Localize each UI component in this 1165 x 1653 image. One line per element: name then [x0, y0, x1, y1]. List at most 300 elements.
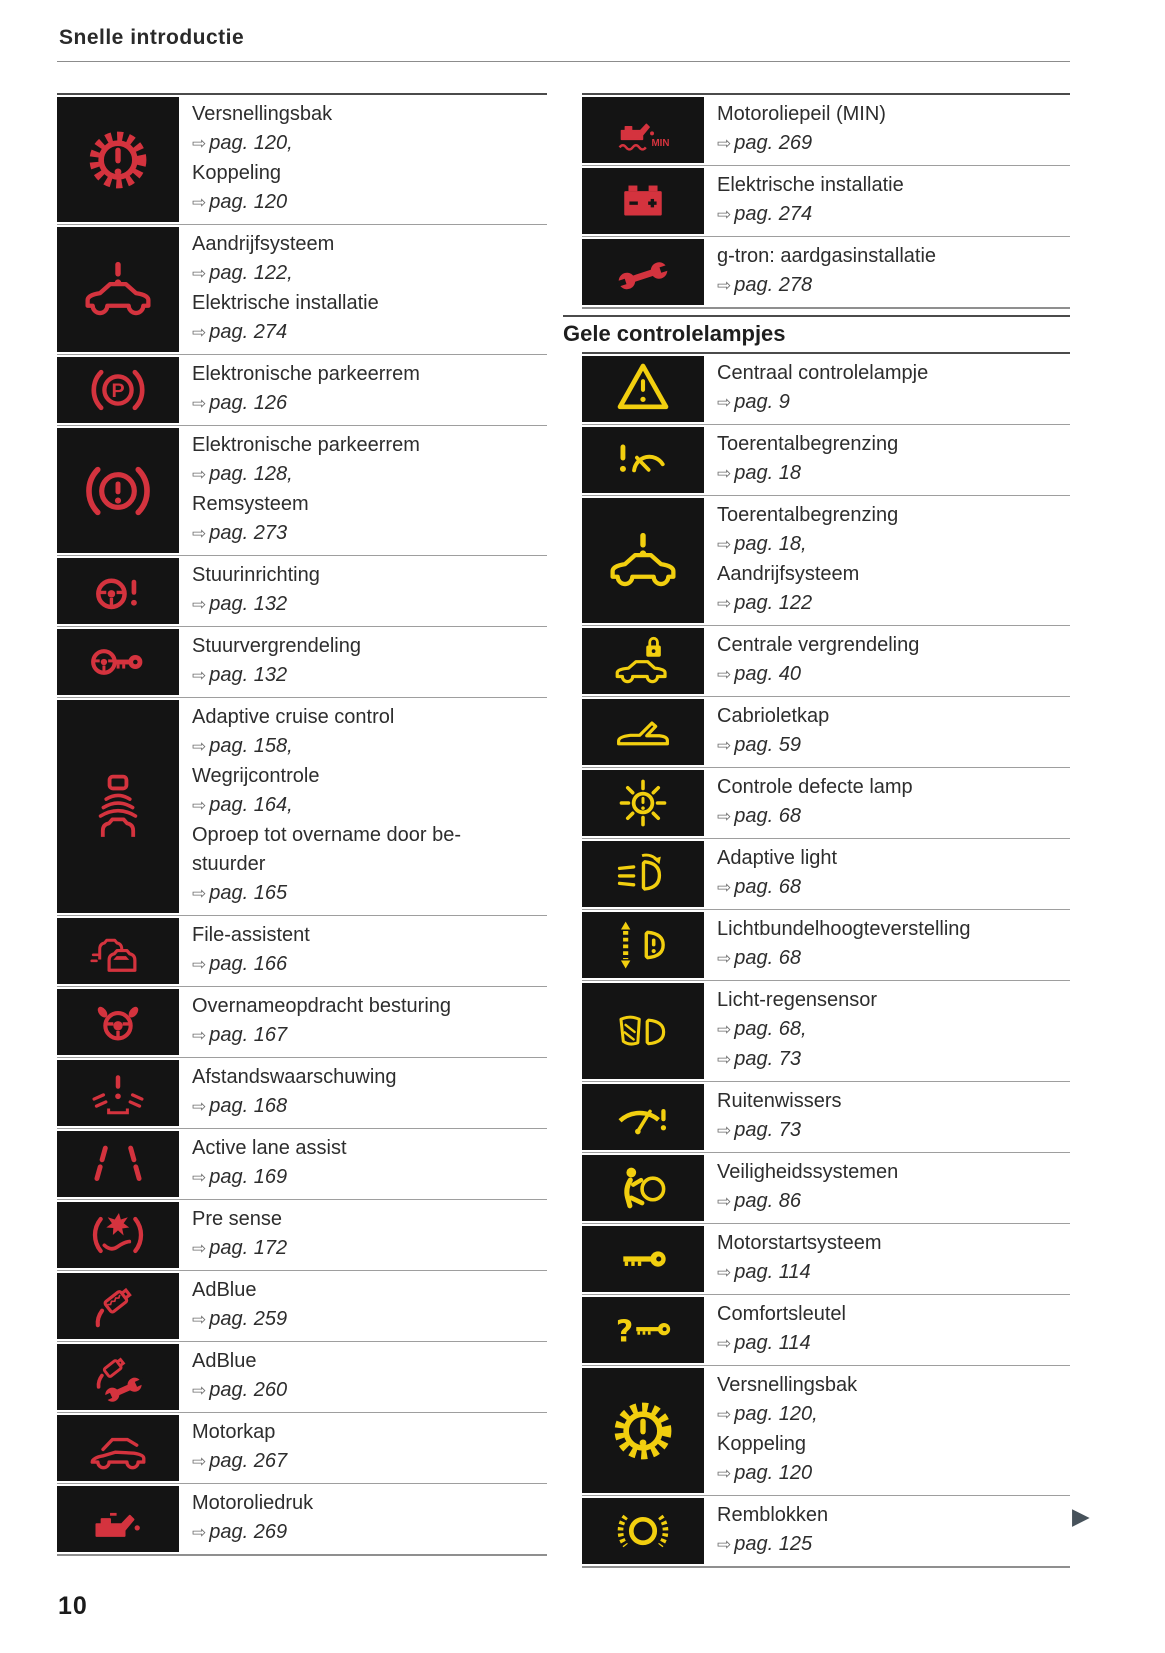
page-ref-text: pag. 86 [734, 1190, 801, 1212]
page-reference [192, 519, 541, 549]
warning-lamp-row [582, 1366, 1070, 1496]
page-ref-text: pag. 122 [734, 592, 813, 614]
lamp-name: Versnellingsbak [717, 1374, 858, 1396]
page-ref-text: pag. 259 [209, 1308, 288, 1330]
lamp-text-cell [179, 95, 547, 224]
lamp-text-cell [179, 1484, 547, 1554]
ref-arrow-icon: ⇨ [192, 1310, 207, 1330]
ref-arrow-icon: ⇨ [192, 666, 207, 686]
oil-level-min-icon [613, 100, 673, 160]
lamp-name: Afstandswaarschuwing [192, 1066, 397, 1088]
warning-lamp-row [582, 425, 1070, 496]
page-ref-text: pag. 172 [209, 1237, 288, 1259]
lamp-name: Cabrioletkap [717, 705, 830, 727]
ref-arrow-icon: ⇨ [192, 1097, 207, 1117]
ref-arrow-icon: ⇨ [192, 264, 207, 284]
lamp-name: Toerentalbegrenzing [717, 433, 899, 455]
ref-arrow-icon: ⇨ [717, 535, 732, 555]
headlight-range-icon [613, 915, 673, 975]
gear-exclamation-icon [607, 1395, 679, 1467]
warning-lamp-row [57, 916, 547, 987]
parking-brake-icon [88, 360, 148, 420]
page-reference [717, 271, 1064, 301]
lamp-name: Koppeling [717, 1433, 806, 1455]
lamp-name: Pre sense [192, 1208, 283, 1230]
lamp-text-cell [704, 839, 1070, 909]
lamp-text-cell [704, 1295, 1070, 1365]
page-ref-text: pag. 18 [734, 462, 801, 484]
adblue-service-icon [88, 1347, 148, 1407]
svg-text:?: ? [615, 1314, 634, 1350]
warning-lamp-row [582, 910, 1070, 981]
ref-arrow-icon: ⇨ [717, 134, 732, 154]
next-page-arrow-icon: ▶ [1072, 1504, 1090, 1530]
lamp-name: Controle defecte lamp [717, 776, 913, 798]
lamp-icon-cell [582, 427, 704, 493]
lamp-name: AdBlue [192, 1350, 257, 1372]
lamp-text-cell [704, 166, 1070, 236]
warning-lamp-row [582, 1082, 1070, 1153]
warning-lamp-row [57, 556, 547, 627]
ref-arrow-icon: ⇨ [192, 1239, 207, 1259]
lamp-name: Adaptive cruise control [192, 706, 395, 728]
ref-arrow-icon: ⇨ [717, 736, 732, 756]
lamp-text-cell [704, 354, 1070, 424]
lamp-name: Koppeling [192, 162, 281, 184]
page-reference [192, 1518, 541, 1548]
lamp-text-cell [179, 1342, 547, 1412]
lamp-icon-cell [582, 97, 704, 163]
lamp-text-cell [704, 981, 1070, 1081]
warning-lamp-row [57, 355, 547, 426]
lamp-name: Stuurinrichting [192, 564, 320, 586]
lamp-text-cell [704, 910, 1070, 980]
page-ref-text: pag. 114 [734, 1332, 811, 1354]
page-reference [717, 459, 1064, 489]
comfort-key-icon [613, 1300, 673, 1360]
lamp-name: g-tron: aardgasinstallatie [717, 245, 937, 267]
ref-arrow-icon: ⇨ [192, 1026, 207, 1046]
lamp-icon-cell [582, 770, 704, 836]
lamp-icon-cell [57, 989, 179, 1055]
ref-arrow-icon: ⇨ [192, 1381, 207, 1401]
lamp-icon-cell [57, 629, 179, 695]
page-ref-text: pag. 273 [209, 522, 288, 544]
page-ref-text: pag. 120, [209, 132, 293, 154]
warning-lamp-row [582, 354, 1070, 425]
page-ref-text: pag. 120 [209, 191, 288, 213]
page-ref-text: pag. 73 [734, 1119, 801, 1141]
warning-lamp-row [582, 768, 1070, 839]
page-ref-text: pag. 68 [734, 876, 801, 898]
ref-arrow-icon: ⇨ [717, 594, 732, 614]
steering-takeover-icon [88, 992, 148, 1052]
ref-arrow-icon: ⇨ [717, 393, 732, 413]
ref-arrow-icon: ⇨ [717, 276, 732, 296]
page-ref-text: pag. 169 [209, 1166, 288, 1188]
lamp-icon-cell [582, 699, 704, 765]
lamp-text-cell [704, 496, 1070, 625]
adblue-icon [88, 1276, 148, 1336]
page-reference [192, 1447, 541, 1477]
lamp-icon-cell [57, 918, 179, 984]
traffic-jam-assist-icon [88, 921, 148, 981]
lamp-name: Comfortsleutel [717, 1303, 846, 1325]
page-ref-text: pag. 274 [209, 321, 288, 343]
page-reference [717, 1258, 1064, 1288]
lamp-icon-cell [57, 700, 179, 913]
red-warning-lamps-table-right [582, 93, 1070, 309]
central-locking-icon [613, 631, 673, 691]
page-ref-text: pag. 165 [209, 882, 288, 904]
page-ref-text: pag. 166 [209, 953, 288, 975]
lamp-name: Ruitenwissers [717, 1090, 842, 1112]
warning-lamp-row [57, 987, 547, 1058]
lamp-name: Elektronische parkeerrem [192, 434, 420, 456]
lamp-name: Wegrijcontrole [192, 765, 320, 787]
lamp-name: stuurder [192, 853, 266, 875]
lamp-icon-cell [582, 1226, 704, 1292]
page-reference [192, 1305, 541, 1335]
warning-lamp-row [57, 1271, 547, 1342]
car-exclamation-icon [82, 254, 154, 326]
lamp-text-cell [179, 698, 547, 915]
svg-text:P: P [111, 380, 125, 403]
lamp-name: Veiligheidssystemen [717, 1161, 899, 1183]
ref-arrow-icon: ⇨ [717, 1192, 732, 1212]
warning-lamp-row [57, 1342, 547, 1413]
page-reference [717, 1045, 1064, 1075]
key-icon [613, 1229, 673, 1289]
lamp-text-cell [704, 1082, 1070, 1152]
lamp-name: Motoroliepeil (MIN) [717, 103, 886, 125]
page-reference [717, 388, 1064, 418]
ref-arrow-icon: ⇨ [717, 205, 732, 225]
wiper-icon [613, 1087, 673, 1147]
lamp-icon-cell [57, 1273, 179, 1339]
page-ref-text: pag. 164, [209, 794, 293, 816]
lamp-name: Versnellingsbak [192, 103, 333, 125]
ref-arrow-icon: ⇨ [717, 1263, 732, 1283]
gear-exclamation-icon [82, 124, 154, 196]
lamp-icon-cell [582, 498, 704, 623]
ref-arrow-icon: ⇨ [192, 394, 207, 414]
page-ref-text: pag. 168 [209, 1095, 288, 1117]
page-reference [717, 530, 1064, 560]
warning-lamp-row [582, 626, 1070, 697]
warning-lamp-row [57, 1484, 547, 1554]
lamp-icon-cell [582, 1084, 704, 1150]
warning-lamp-row [582, 1496, 1070, 1566]
lamp-text-cell [179, 1413, 547, 1483]
warning-triangle-icon [613, 359, 673, 419]
page-reference [717, 1187, 1064, 1217]
wrench-icon [613, 242, 673, 302]
lamp-icon-cell [582, 168, 704, 234]
page-ref-text: pag. 167 [209, 1024, 288, 1046]
ref-arrow-icon: ⇨ [192, 1452, 207, 1472]
page-reference [192, 732, 541, 762]
page-reference [717, 1530, 1064, 1560]
page-reference [192, 259, 541, 289]
page-ref-text: pag. 274 [734, 203, 813, 225]
ref-arrow-icon: ⇨ [717, 1405, 732, 1425]
page-reference [717, 802, 1064, 832]
warning-lamp-row [57, 698, 547, 916]
convertible-top-icon [613, 702, 673, 762]
page-reference [192, 879, 541, 909]
page-ref-text: pag. 126 [209, 392, 288, 414]
page-reference [717, 200, 1064, 230]
page-reference [192, 661, 541, 691]
page-ref-text: pag. 120, [734, 1403, 818, 1425]
ref-arrow-icon: ⇨ [717, 949, 732, 969]
ref-arrow-icon: ⇨ [192, 595, 207, 615]
page-ref-text: pag. 158, [209, 735, 293, 757]
lamp-icon-cell [582, 628, 704, 694]
hood-open-icon [88, 1418, 148, 1478]
ref-arrow-icon: ⇨ [717, 1334, 732, 1354]
ref-arrow-icon: ⇨ [717, 1535, 732, 1555]
lamp-icon-cell [57, 357, 179, 423]
lamp-text-cell [179, 1058, 547, 1128]
warning-lamp-row [582, 839, 1070, 910]
warning-lamp-row [57, 1200, 547, 1271]
ref-arrow-icon: ⇨ [717, 1050, 732, 1070]
page-reference [192, 950, 541, 980]
lane-assist-icon [88, 1134, 148, 1194]
lamp-name: File-assistent [192, 924, 310, 946]
page-reference [717, 1329, 1064, 1359]
page-ref-text: pag. 269 [209, 1521, 288, 1543]
lamp-text-cell [704, 425, 1070, 495]
warning-lamp-row [57, 426, 547, 556]
warning-lamp-row [582, 166, 1070, 237]
page-reference [717, 660, 1064, 690]
page-reference [192, 460, 541, 490]
page-ref-text: pag. 128, [209, 463, 293, 485]
lamp-failure-icon [613, 773, 673, 833]
ref-arrow-icon: ⇨ [192, 737, 207, 757]
ref-arrow-icon: ⇨ [192, 796, 207, 816]
ref-arrow-icon: ⇨ [717, 665, 732, 685]
oil-pressure-icon [88, 1489, 148, 1549]
adaptive-light-icon [613, 844, 673, 904]
warning-lamp-row [582, 1295, 1070, 1366]
distance-warning-icon [88, 1063, 148, 1123]
lamp-name: Adaptive light [717, 847, 838, 869]
page-reference [717, 944, 1064, 974]
light-rain-sensor-icon [613, 1001, 673, 1061]
lamp-icon-cell [57, 227, 179, 352]
ref-arrow-icon: ⇨ [192, 1168, 207, 1188]
warning-lamp-row [57, 1413, 547, 1484]
lamp-icon-cell [57, 428, 179, 553]
svg-text:MIN: MIN [651, 137, 670, 149]
page-ref-text: pag. 9 [734, 391, 790, 413]
lamp-name: Oproep tot overname door be- [192, 824, 462, 846]
car-exclamation-icon [607, 525, 679, 597]
page-reference [192, 590, 541, 620]
lamp-text-cell [704, 1366, 1070, 1495]
pre-sense-icon [88, 1205, 148, 1265]
lamp-icon-cell [582, 1297, 704, 1363]
page-ref-text: pag. 132 [209, 593, 288, 615]
page-reference [192, 188, 541, 218]
page-reference [192, 1163, 541, 1193]
lamp-icon-cell [57, 1415, 179, 1481]
lamp-text-cell [179, 1200, 547, 1270]
warning-lamp-row [57, 1058, 547, 1129]
lamp-icon-cell [57, 1344, 179, 1410]
page-ref-text: pag. 73 [734, 1048, 801, 1070]
lamp-icon-cell [57, 1202, 179, 1268]
adaptive-cruise-icon [82, 771, 154, 843]
warning-lamp-row [57, 95, 547, 225]
warning-lamp-row [582, 697, 1070, 768]
ref-arrow-icon: ⇨ [717, 807, 732, 827]
lamp-icon-cell [57, 1131, 179, 1197]
ref-arrow-icon: ⇨ [192, 465, 207, 485]
page-reference [717, 589, 1064, 619]
lamp-name: Motorkap [192, 1421, 276, 1443]
page-ref-text: pag. 267 [209, 1450, 288, 1472]
lamp-name: Elektronische parkeerrem [192, 363, 420, 385]
page-ref-text: pag. 114 [734, 1261, 811, 1283]
ref-arrow-icon: ⇨ [717, 464, 732, 484]
lamp-icon-cell [57, 558, 179, 624]
page-ref-text: pag. 125 [734, 1533, 813, 1555]
warning-lamp-row [57, 1129, 547, 1200]
ref-arrow-icon: ⇨ [717, 1464, 732, 1484]
warning-lamp-row [57, 627, 547, 698]
page-reference [717, 731, 1064, 761]
lamp-icon-cell [582, 1498, 704, 1564]
yellow-control-lamps-table [582, 352, 1070, 1568]
page-reference [192, 1092, 541, 1122]
lamp-name: Centraal controlelampje [717, 362, 929, 384]
page-ref-text: pag. 59 [734, 734, 801, 756]
brake-warning-icon [82, 455, 154, 527]
ref-arrow-icon: ⇨ [192, 884, 207, 904]
lamp-icon-cell [582, 1368, 704, 1493]
lamp-name: Aandrijfsysteem [717, 563, 860, 585]
warning-lamp-row [582, 1224, 1070, 1295]
lamp-text-cell [179, 225, 547, 354]
lamp-text-cell [179, 1271, 547, 1341]
warning-lamp-row [582, 496, 1070, 626]
page-ref-text: pag. 269 [734, 132, 813, 154]
page-reference [717, 1015, 1064, 1045]
lamp-icon-cell [582, 841, 704, 907]
lamp-name: Stuurvergrendeling [192, 635, 361, 657]
lamp-text-cell [704, 237, 1070, 307]
lamp-name: Elektrische installatie [192, 292, 379, 314]
warning-lamp-row [582, 95, 1070, 166]
lamp-text-cell [704, 1496, 1070, 1566]
lamp-icon-cell [582, 912, 704, 978]
section-divider [563, 315, 1070, 317]
warning-lamp-row [57, 225, 547, 355]
lamp-text-cell [704, 697, 1070, 767]
lamp-name: Overnameopdracht besturing [192, 995, 452, 1017]
warning-lamp-row [582, 981, 1070, 1082]
page-ref-text: pag. 278 [734, 274, 813, 296]
airbag-icon [613, 1158, 673, 1218]
lamp-name: Toerentalbegrenzing [717, 504, 899, 526]
page-reference [192, 1021, 541, 1051]
lamp-icon-cell [582, 356, 704, 422]
lamp-name: Lichtbundelhoogteverstelling [717, 918, 971, 940]
rev-limiter-icon [613, 430, 673, 490]
title-divider [57, 61, 1070, 62]
page-number: 10 [58, 1592, 88, 1620]
lamp-text-cell [179, 556, 547, 626]
lamp-name: Motoroliedruk [192, 1492, 314, 1514]
warning-lamp-row [582, 1153, 1070, 1224]
page-ref-text: pag. 122, [209, 262, 293, 284]
page-ref-text: pag. 68 [734, 805, 801, 827]
ref-arrow-icon: ⇨ [192, 323, 207, 343]
page-ref-text: pag. 18, [734, 533, 807, 555]
page-title: Snelle introductie [59, 26, 245, 49]
lamp-text-cell [179, 426, 547, 555]
lamp-icon-cell [57, 97, 179, 222]
page-reference [192, 129, 541, 159]
lamp-icon-cell [582, 239, 704, 305]
page-ref-text: pag. 40 [734, 663, 801, 685]
lamp-icon-cell [57, 1060, 179, 1126]
red-warning-lamps-table-left [57, 93, 547, 1556]
lamp-name: Motorstartsysteem [717, 1232, 882, 1254]
page-reference [717, 1459, 1064, 1489]
steering-warning-icon [88, 561, 148, 621]
lamp-name: Remblokken [717, 1504, 829, 1526]
page-reference [192, 1376, 541, 1406]
battery-icon [613, 171, 673, 231]
lamp-icon-cell [582, 983, 704, 1079]
lamp-text-cell [704, 1224, 1070, 1294]
lamp-text-cell [704, 626, 1070, 696]
brake-pads-icon [613, 1501, 673, 1561]
page-reference [717, 873, 1064, 903]
page-reference [717, 1116, 1064, 1146]
lamp-icon-cell [57, 1486, 179, 1552]
steering-lock-icon [88, 632, 148, 692]
page-reference [192, 389, 541, 419]
page-reference [192, 318, 541, 348]
lamp-text-cell [179, 987, 547, 1057]
lamp-text-cell [179, 627, 547, 697]
ref-arrow-icon: ⇨ [192, 1523, 207, 1543]
lamp-text-cell [704, 95, 1070, 165]
ref-arrow-icon: ⇨ [192, 524, 207, 544]
lamp-name: Remsysteem [192, 493, 309, 515]
section-title-yellow-lamps: Gele controlelampjes [563, 321, 786, 346]
ref-arrow-icon: ⇨ [717, 1121, 732, 1141]
page-reference [192, 791, 541, 821]
page-ref-text: pag. 120 [734, 1462, 813, 1484]
page-ref-text: pag. 68, [734, 1018, 807, 1040]
lamp-text-cell [704, 1153, 1070, 1223]
lamp-text-cell [179, 355, 547, 425]
lamp-name: AdBlue [192, 1279, 257, 1301]
lamp-name: Active lane assist [192, 1137, 347, 1159]
lamp-icon-cell [582, 1155, 704, 1221]
lamp-name: Licht-regensensor [717, 989, 878, 1011]
lamp-text-cell [179, 916, 547, 986]
page-ref-text: pag. 68 [734, 947, 801, 969]
